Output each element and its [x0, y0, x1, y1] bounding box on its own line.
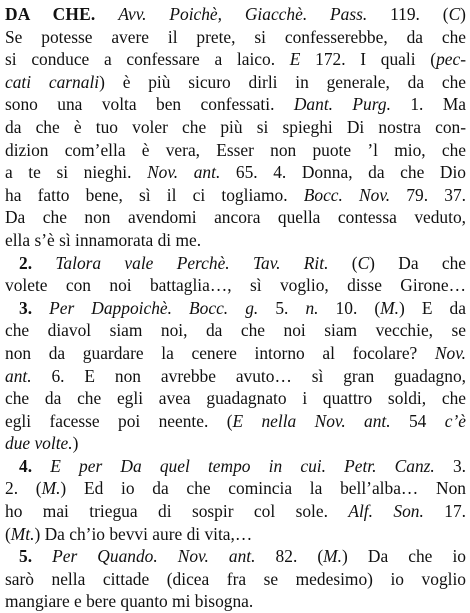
- text-line: [5, 297, 466, 320]
- body-text: (: [5, 523, 11, 544]
- body-text: ho mai triegua di sospir col sole.: [5, 501, 349, 522]
- body-text: 79. 37.: [390, 184, 466, 205]
- text-line: [5, 590, 466, 613]
- body-text: ha fatto bene, sì il ci togliamo.: [5, 184, 304, 205]
- text-line: [5, 26, 466, 49]
- body-text: 82. (: [255, 546, 324, 567]
- text-line: [5, 477, 466, 500]
- text-line: [5, 410, 466, 433]
- body-text: [95, 4, 118, 24]
- body-text: che diavol siam noi, da che noi siam vecchie, se: [5, 320, 466, 341]
- body-text: che da che egli avea guadagnato i quattro soldi, che: [5, 388, 466, 409]
- italic-text: E nella Nov. ant.: [232, 410, 391, 431]
- body-text: dizion com’ella è vera, Esser non puote ’l mio, che: [5, 139, 466, 160]
- body-text: 5.: [258, 297, 306, 318]
- italic-text: Mt.: [10, 523, 35, 544]
- text-line: [5, 48, 466, 71]
- italic-text: M.: [323, 546, 343, 567]
- text-line: [5, 432, 466, 455]
- text-line: [5, 365, 466, 388]
- body-text: volete con noi battaglia…, sì voglio, disse Girone…: [5, 275, 466, 296]
- body-text: [32, 456, 50, 476]
- italic-text: Bocc. Nov.: [303, 184, 391, 205]
- text-line: [5, 3, 466, 26]
- italic-text: M.: [41, 478, 61, 499]
- italic-text: n.: [305, 297, 319, 318]
- italic-text: E: [289, 49, 301, 70]
- text-line: [5, 116, 466, 139]
- body-text: [32, 298, 49, 318]
- text-line: [5, 206, 466, 229]
- body-text: Da che non avendomi ancora quella contessa veduto,: [5, 207, 466, 228]
- body-text: ): [72, 433, 79, 454]
- text-line: [5, 568, 466, 591]
- body-text: 1. Ma: [390, 94, 466, 115]
- body-text: ) Ed io da che comincia la bell’alba… Non: [60, 478, 466, 499]
- italic-text: Per Quando. Nov. ant.: [52, 546, 256, 567]
- body-text: ) è più sicuro dirli in generale, da che: [99, 71, 466, 92]
- body-text: (: [328, 252, 358, 273]
- italic-text: Nov. ant.: [147, 162, 221, 183]
- text-line: [5, 500, 466, 523]
- body-text: 3.: [434, 455, 466, 476]
- text-line: [5, 71, 466, 94]
- body-text: 172. I quali (: [300, 49, 437, 70]
- body-text: ) Da ch’io bevvi aure di vita,…: [34, 523, 253, 544]
- text-line: [5, 139, 466, 162]
- body-text: sono una volta ben confessati.: [5, 94, 294, 115]
- body-text: 119. (: [367, 4, 449, 24]
- italic-text: M.: [380, 297, 399, 318]
- body-text: 17.: [423, 501, 466, 522]
- text-line: [5, 229, 466, 252]
- body-text: ) Da che io: [342, 546, 466, 567]
- text-line: [5, 274, 466, 297]
- italic-text: Dant. Purg.: [293, 94, 391, 115]
- italic-text: Nov.: [434, 342, 466, 363]
- italic-text: C: [357, 252, 370, 273]
- italic-text: Per Dappoichè. Bocc. g.: [49, 297, 259, 318]
- body-text: ): [460, 4, 466, 24]
- italic-text: pec-: [436, 49, 466, 70]
- body-text: sarò nella cittade (dicea fra se medesimo) io voglio: [5, 568, 466, 589]
- italic-text: Avv. Poichè, Giacchè. Pass.: [118, 4, 368, 24]
- text-line: [5, 93, 466, 116]
- text-line: [5, 545, 466, 568]
- text-line: [5, 319, 466, 342]
- body-text: [32, 546, 52, 566]
- italic-text: ant.: [5, 365, 32, 386]
- italic-text: Alf. Son.: [348, 501, 424, 522]
- headword: DA CHE.: [5, 4, 96, 24]
- body-text: 6. E non avrebbe avuto… sì gran guadagno,: [31, 365, 466, 386]
- body-text: ) Da che: [369, 252, 466, 273]
- text-line: [5, 252, 466, 275]
- body-text: da che è tuo voler che più si spieghi Di nostra con-: [5, 116, 466, 137]
- sense-number: 2.: [19, 252, 33, 273]
- text-line: [5, 455, 466, 478]
- sense-number: 5.: [19, 546, 33, 567]
- sense-number: 3.: [19, 297, 33, 318]
- body-text: 10. (: [318, 297, 381, 318]
- body-text: mangiare e bere quanto mi bisogna.: [5, 591, 254, 612]
- body-text: si conduce a confessare a laico.: [5, 49, 290, 70]
- text-line: [5, 161, 466, 184]
- body-text: 54: [390, 410, 445, 431]
- text-line: [5, 342, 466, 365]
- italic-text: Talora vale Perchè. Tav. Rit.: [55, 252, 329, 273]
- body-text: a te si nieghi.: [5, 162, 148, 183]
- dictionary-entry: [5, 3, 466, 613]
- italic-text: E per Da quel tempo in cui. Petr. Canz.: [50, 455, 435, 476]
- italic-text: due volte.: [5, 433, 73, 454]
- text-line: [5, 523, 466, 546]
- body-text: 2. (: [5, 478, 42, 499]
- italic-text: c’è: [444, 410, 466, 431]
- text-line: [5, 387, 466, 410]
- body-text: egli facesse poi neente. (: [5, 410, 233, 431]
- italic-text: cati carnali: [5, 71, 100, 92]
- italic-text: C: [448, 4, 461, 24]
- body-text: [32, 253, 55, 273]
- body-text: Se potesse avere il prete, si confesserebbe, da che: [5, 26, 466, 47]
- body-text: ) E da: [399, 297, 466, 318]
- body-text: non da guardare la cenere intorno al focolare?: [5, 342, 435, 363]
- sense-number: 4.: [19, 455, 33, 476]
- text-line: [5, 184, 466, 207]
- body-text: ella s’è sì innamorata di me.: [5, 229, 202, 250]
- body-text: 65. 4. Donna, da che Dio: [220, 162, 466, 183]
